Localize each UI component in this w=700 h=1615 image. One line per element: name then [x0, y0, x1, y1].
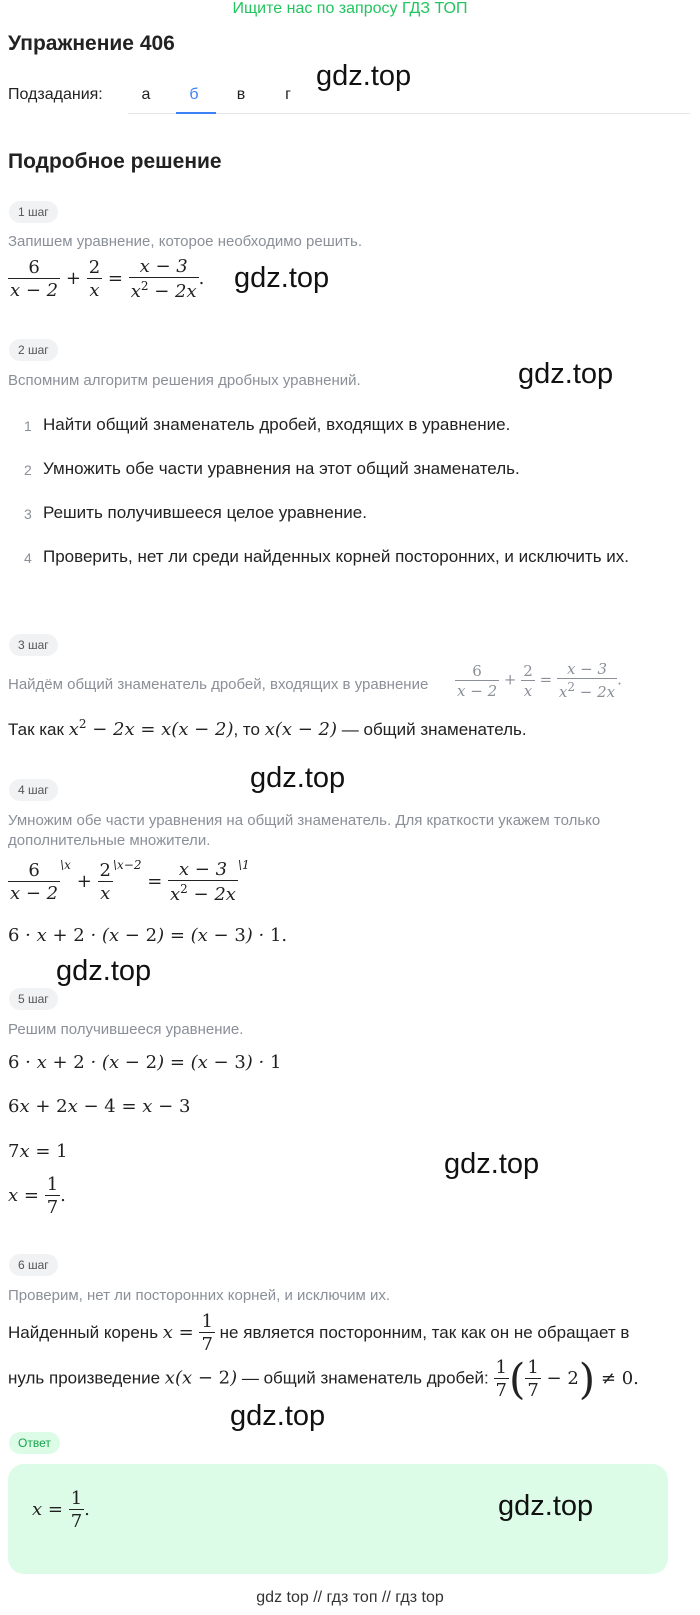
step-6-line2-b: — общий знаменатель дробей: — [241, 1368, 489, 1388]
step-4-description-1: Умножим обе части уравнения на общий знаменатель. Для краткости укажем только — [8, 812, 601, 829]
step-6-line2-a: нуль произведение — [8, 1368, 161, 1388]
step-3-description: Найдём общий знаменатель дробей, входящих в уравнение — [8, 676, 429, 693]
step-3-text-c: — общий знаменатель. — [341, 720, 527, 739]
watermark: gdz.top — [518, 358, 614, 390]
watermark: gdz.top — [250, 762, 346, 794]
list-item: Умножить обе части уравнения на этот общий знаменатель. — [43, 459, 520, 478]
step-6-line1-a: Найденный корень — [8, 1323, 159, 1342]
step-3-text-b: , то — [233, 720, 260, 739]
step-5-line-3: 7x = 1 — [8, 1141, 68, 1162]
tab-g[interactable]: г — [285, 86, 291, 103]
watermark: gdz.top — [230, 1400, 326, 1432]
list-number: 3 — [24, 506, 32, 522]
list-item: Решить получившееся целое уравнение. — [43, 503, 367, 522]
step-2-badge: 2 шаг — [9, 339, 58, 361]
page-title: Упражнение 406 — [8, 32, 175, 55]
watermark: gdz.top — [444, 1148, 540, 1180]
section-title: Подробное решение — [8, 150, 222, 173]
watermark: gdz.top — [316, 60, 412, 92]
step-4-badge: 4 шаг — [9, 779, 58, 801]
footer-links[interactable]: gdz top // гдз топ // гдз top — [256, 1589, 444, 1606]
step-4-description-2: дополнительные множители. — [8, 832, 211, 849]
tab-v[interactable]: в — [236, 86, 246, 103]
tab-a[interactable]: а — [141, 86, 151, 103]
list-number: 2 — [24, 462, 32, 478]
step-3-inline-equation: $\frac{6}{x - 2}$ + $\frac{2}{x}$ = $\frac{x - 3}{x^2 - 2x}$ . — [457, 660, 622, 701]
subtasks-label: Подзадания: — [8, 86, 103, 103]
step-3-text: Так как $x^2 - 2x = x(x - 2)$, то x(x − 2) — общий знаменатель. — [8, 717, 527, 740]
list-number: 4 — [24, 550, 32, 566]
answer-badge: Ответ — [9, 1432, 60, 1454]
step-5-description: Решим получившееся уравнение. — [8, 1021, 244, 1038]
step-6-line1-b: не является посторонним, так как он не обращает в — [219, 1323, 630, 1342]
list-item: Найти общий знаменатель дробей, входящих в уравнение. — [43, 415, 511, 434]
tab-b[interactable]: б — [189, 86, 199, 103]
step-3-text-a: Так как — [8, 720, 64, 739]
step-1-badge: 1 шаг — [9, 201, 58, 223]
step-1-description: Запишем уравнение, которое необходимо решить. — [8, 233, 363, 250]
step-6-text-line-1: Найденный корень x = $\frac{1}{7}$ не является посторонним, так как он не обращает в — [8, 1311, 630, 1355]
step-5-badge: 5 шаг — [9, 988, 58, 1010]
active-tab-indicator — [176, 112, 216, 114]
step-4-result: 6 · x + 2 · (x − 2) = (x − 3) · 1. — [8, 925, 288, 946]
step-5-line-1: 6 · x + 2 · (x − 2) = (x − 3) · 1 — [8, 1052, 282, 1073]
watermark: gdz.top — [498, 1490, 594, 1522]
list-number: 1 — [24, 418, 32, 434]
step-6-text-line-2: нуль произведение x(x − 2) — общий знаменатель дробей: $\frac{1}{7}$ ( $\frac{1}{7}$ − 2) ≠ 0. — [8, 1354, 639, 1403]
top-banner[interactable]: Ищите нас по запросу ГДЗ ТОП — [232, 0, 468, 17]
answer-value: x = $\frac{1}{7}$ . — [32, 1488, 90, 1532]
step-6-badge: 6 шаг — [9, 1254, 58, 1276]
step-1-equation: $\frac{6}{x - 2}$ + $\frac{2}{x}$ = $\frac{x - 3}{x^2 - 2x}$ . — [10, 256, 205, 302]
step-5-line-2: 6x + 2x − 4 = x − 3 — [8, 1096, 191, 1117]
step-3-badge: 3 шаг — [9, 634, 58, 656]
step-6-description: Проверим, нет ли посторонних корней, и исключим их. — [8, 1287, 391, 1304]
watermark: gdz.top — [234, 262, 330, 294]
list-item: Проверить, нет ли среди найденных корней посторонних, и исключить их. — [43, 547, 630, 566]
step-5-line-4: x = $\frac{1}{7}$ . — [8, 1174, 66, 1218]
step-2-description: Вспомним алгоритм решения дробных уравнений. — [8, 372, 361, 389]
watermark: gdz.top — [56, 955, 152, 987]
step-4-equation: $\frac{6}{x - 2}$ $^{\backslash x}$ + $\frac{2}{x}$ $^{\backslash x-2}$ = $\frac{x - 3}{x^2 - 2x}$ $^{\backslash 1}$ — [10, 858, 250, 905]
